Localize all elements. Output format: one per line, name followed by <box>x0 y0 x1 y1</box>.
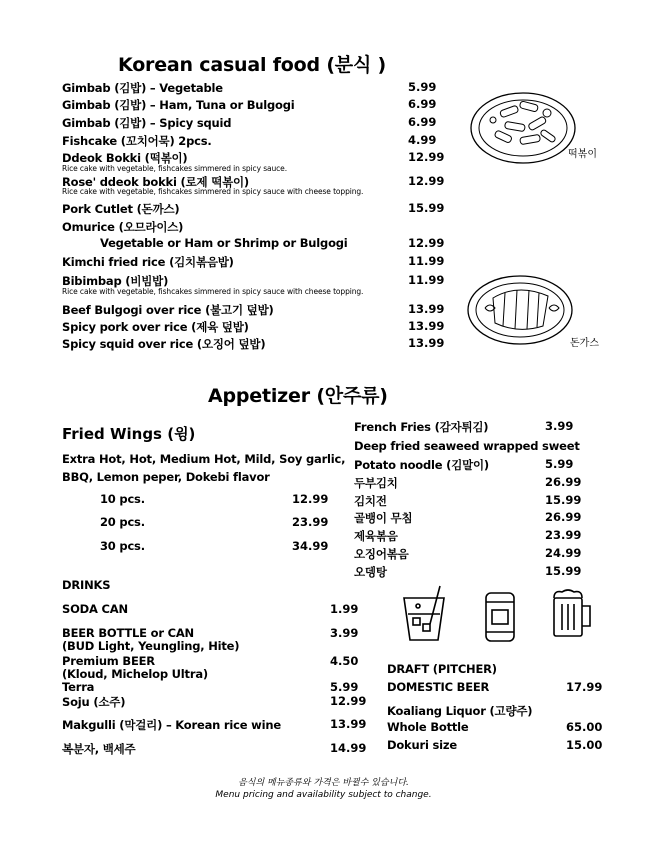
wings-title: Fried Wings (윙) <box>62 425 196 443</box>
koaliang-title: Koaliang Liquor (고량주) <box>387 704 533 718</box>
drink-price: 4.50 <box>330 654 359 668</box>
wings-size: 30 pcs. <box>100 539 145 553</box>
wings-size: 10 pcs. <box>100 492 145 506</box>
wings-flavors: BBQ, Lemon peper, Dokebi flavor <box>62 470 270 484</box>
appetizer-section-title: Appetizer (안주류) <box>208 385 388 407</box>
drinks-title: DRINKS <box>62 578 111 592</box>
wings-price: 12.99 <box>292 492 329 506</box>
drink-price: 65.00 <box>566 720 603 734</box>
drink-name: DOMESTIC BEER <box>387 680 490 694</box>
drink-price: 13.99 <box>330 717 367 731</box>
drink-name: Dokuri size <box>387 738 457 752</box>
drink-price: 14.99 <box>330 741 367 755</box>
menu-item-name: Spicy pork over rice (제육 덮밥) <box>62 320 249 334</box>
menu-item-price: 6.99 <box>408 97 437 111</box>
menu-item-name: Fishcake (꼬치어묵) 2pcs. <box>62 134 212 148</box>
menu-item-description: Rice cake with vegetable, fishcakes simmered in spicy sauce with cheese topping. <box>62 287 364 296</box>
drink-name: Premium BEER <box>62 654 155 668</box>
drink-name: Whole Bottle <box>387 720 469 734</box>
appetizer-item-price: 3.99 <box>545 419 574 433</box>
menu-item-price: 11.99 <box>408 273 445 287</box>
drink-subtitle: (BUD Light, Yeungling, Hite) <box>62 639 240 653</box>
menu-item-name: Spicy squid over rice (오징어 덮밥) <box>62 337 266 351</box>
pork-cutlet-plate-icon <box>463 268 583 353</box>
menu-item-description: Rice cake with vegetable, fishcakes simmered in spicy sauce with cheese topping. <box>62 187 364 196</box>
drink-name: Terra <box>62 680 95 694</box>
drink-name: Makgulli (막걸리) – Korean rice wine <box>62 718 281 732</box>
appetizer-item-name: 두부김치 <box>354 476 398 490</box>
menu-item-name: Omurice (오므라이스) <box>62 220 184 234</box>
menu-item-price: 13.99 <box>408 302 445 316</box>
menu-item-price: 6.99 <box>408 115 437 129</box>
menu-item-name: Kimchi fried rice (김치볶음밥) <box>62 255 234 269</box>
menu-item-name: Gimbab (김밥) – Ham, Tuna or Bulgogi <box>62 98 295 112</box>
wings-price: 23.99 <box>292 515 329 529</box>
menu-item-price: 5.99 <box>408 80 437 94</box>
drink-name: SODA CAN <box>62 602 128 616</box>
appetizer-item-price: 15.99 <box>545 564 582 578</box>
appetizer-item-name: French Fries (감자튀김) <box>354 420 489 434</box>
draft-title: DRAFT (PITCHER) <box>387 662 497 676</box>
drink-subtitle: (Kloud, Michelop Ultra) <box>62 667 208 681</box>
drink-name: Soju (소주) <box>62 695 126 709</box>
drink-price: 3.99 <box>330 626 359 640</box>
drink-name: 복분자, 백세주 <box>62 742 136 756</box>
wings-size: 20 pcs. <box>100 515 145 529</box>
menu-item-price: 12.99 <box>408 174 445 188</box>
appetizer-item-name: Deep fried seaweed wrapped sweet <box>354 439 580 453</box>
appetizer-item-name: 골뱅이 무침 <box>354 511 413 525</box>
appetizer-item-price: 5.99 <box>545 457 574 471</box>
appetizer-item-name: Potato noodle (김말이) <box>354 458 489 472</box>
appetizer-item-price: 15.99 <box>545 493 582 507</box>
menu-item-name: Rose' ddeok bokki (로제 떡볶이) <box>62 175 249 189</box>
menu-item-name: Ddeok Bokki (떡볶이) <box>62 151 188 165</box>
cocktail-glass-icon <box>400 584 448 644</box>
menu-item-name: Gimbab (김밥) – Vegetable <box>62 81 223 95</box>
korean-section-title: Korean casual food (분식 ) <box>118 54 387 76</box>
beer-mug-icon <box>548 588 596 640</box>
drink-price: 12.99 <box>330 694 367 708</box>
beer-can-icon <box>482 588 518 644</box>
menu-item-name: Gimbab (김밥) – Spicy squid <box>62 116 232 130</box>
appetizer-item-price: 23.99 <box>545 528 582 542</box>
menu-item-price: 15.99 <box>408 201 445 215</box>
appetizer-item-price: 26.99 <box>545 475 582 489</box>
menu-item-price: 11.99 <box>408 254 445 268</box>
menu-item-price: 12.99 <box>408 150 445 164</box>
drink-price: 1.99 <box>330 602 359 616</box>
sketch-label: 떡볶이 <box>568 149 597 160</box>
menu-item-name: Pork Cutlet (돈까스) <box>62 202 180 216</box>
appetizer-item-name: 제육볶음 <box>354 529 398 543</box>
appetizer-item-name: 김치전 <box>354 494 387 508</box>
appetizer-item-name: 오뎅탕 <box>354 565 387 579</box>
menu-item-name: Beef Bulgogi over rice (불고기 덮밥) <box>62 303 274 317</box>
menu-item-price: 4.99 <box>408 133 437 147</box>
wings-price: 34.99 <box>292 539 329 553</box>
menu-item-price: 12.99 <box>408 236 445 250</box>
menu-item-price: 13.99 <box>408 319 445 333</box>
drink-price: 17.99 <box>566 680 603 694</box>
drink-price: 15.00 <box>566 738 603 752</box>
drink-name: BEER BOTTLE or CAN <box>62 626 194 640</box>
menu-item-description: Rice cake with vegetable, fishcakes simmered in spicy sauce. <box>62 164 287 173</box>
sketch-label: 돈가스 <box>570 338 599 349</box>
appetizer-item-price: 26.99 <box>545 510 582 524</box>
menu-item-name: Bibimbap (비빔밥) <box>62 274 169 288</box>
drink-price: 5.99 <box>330 680 359 694</box>
footer-english-note: Menu pricing and availability subject to change. <box>215 790 432 800</box>
appetizer-item-name: 오징어볶음 <box>354 547 409 561</box>
wings-flavors: Extra Hot, Hot, Medium Hot, Mild, Soy garlic, <box>62 452 346 466</box>
menu-item-price: 13.99 <box>408 336 445 350</box>
menu-item-name: Vegetable or Ham or Shrimp or Bulgogi <box>100 236 348 250</box>
appetizer-item-price: 24.99 <box>545 546 582 560</box>
footer-korean-note: 음식의 메뉴종류와 가격은 바뀔수 있습니다. <box>238 778 409 788</box>
